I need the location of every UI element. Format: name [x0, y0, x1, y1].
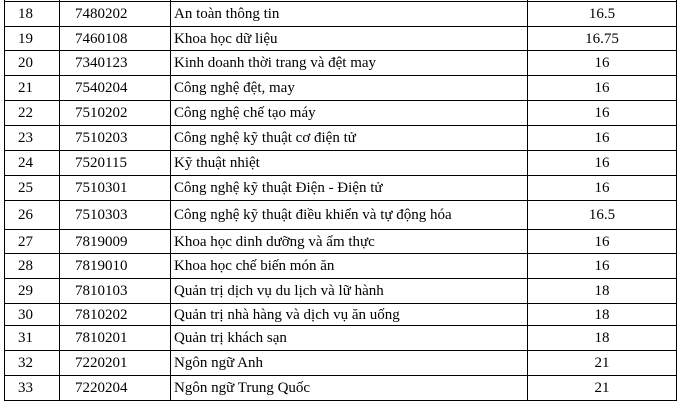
major-name-cell: Quản trị nhà hàng và dịch vụ ăn uống — [171, 304, 528, 326]
score-cell: 16 — [528, 176, 677, 201]
major-name-cell: Quản trị dịch vụ du lịch và lữ hành — [171, 279, 528, 304]
row-number-cell: 28 — [5, 254, 60, 279]
row-number-cell: 32 — [5, 351, 60, 376]
admission-scores-table — [4, 0, 677, 401]
table-row — [5, 126, 677, 151]
table-row — [5, 101, 677, 126]
table-row — [5, 376, 677, 401]
row-number-cell: 33 — [5, 376, 60, 401]
row-number-cell: 25 — [5, 176, 60, 201]
score-cell: 16 — [528, 126, 677, 151]
score-cell: 21 — [528, 351, 677, 376]
major-code-cell: 7510203 — [60, 126, 171, 151]
major-code-cell: 7510202 — [60, 101, 171, 126]
major-name-cell: Khoa học dữ liệu — [171, 27, 528, 51]
score-cell: 16 — [528, 51, 677, 76]
major-code-cell: 7810103 — [60, 279, 171, 304]
row-number-cell: 29 — [5, 279, 60, 304]
score-cell: 16.5 — [528, 201, 677, 230]
row-number-cell: 20 — [5, 51, 60, 76]
major-code-cell: 7819009 — [60, 230, 171, 254]
score-cell: 18 — [528, 304, 677, 326]
row-number-cell: 26 — [5, 201, 60, 230]
row-number-cell: 18 — [5, 2, 60, 27]
row-number-cell: 31 — [5, 326, 60, 351]
major-code-cell: 7220204 — [60, 376, 171, 401]
row-number-cell: 30 — [5, 304, 60, 326]
major-code-cell: 7540204 — [60, 76, 171, 101]
major-name-cell: Ngôn ngữ Anh — [171, 351, 528, 376]
major-name-cell: An toàn thông tin — [171, 2, 528, 27]
table-row — [5, 279, 677, 304]
score-cell: 18 — [528, 279, 677, 304]
score-cell: 16 — [528, 76, 677, 101]
table-row — [5, 2, 677, 27]
table-row — [5, 351, 677, 376]
table-row — [5, 51, 677, 76]
score-cell: 16 — [528, 254, 677, 279]
major-code-cell: 7220201 — [60, 351, 171, 376]
score-cell: 16.75 — [528, 27, 677, 51]
score-cell: 16.5 — [528, 2, 677, 27]
major-code-cell: 7510301 — [60, 176, 171, 201]
major-code-cell: 7340123 — [60, 51, 171, 76]
major-name-cell: Ngôn ngữ Trung Quốc — [171, 376, 528, 401]
table-row — [5, 201, 677, 230]
major-name-cell: Quản trị khách sạn — [171, 326, 528, 351]
table-row — [5, 304, 677, 326]
table-row — [5, 326, 677, 351]
major-name-cell: Công nghệ chế tạo máy — [171, 101, 528, 126]
major-name-cell: Kỹ thuật nhiệt — [171, 151, 528, 176]
score-cell: 21 — [528, 376, 677, 401]
major-code-cell: 7520115 — [60, 151, 171, 176]
major-code-cell: 7480202 — [60, 2, 171, 27]
row-number-cell: 19 — [5, 27, 60, 51]
major-code-cell: 7810202 — [60, 304, 171, 326]
score-cell: 18 — [528, 326, 677, 351]
row-number-cell: 22 — [5, 101, 60, 126]
table-row — [5, 254, 677, 279]
major-name-cell: Công nghệ kỹ thuật điều khiển và tự động hóa — [171, 201, 528, 230]
major-name-cell: Khoa học dinh dưỡng và ẩm thực — [171, 230, 528, 254]
score-cell: 16 — [528, 230, 677, 254]
major-code-cell: 7460108 — [60, 27, 171, 51]
score-cell: 16 — [528, 101, 677, 126]
row-number-cell: 27 — [5, 230, 60, 254]
table-row — [5, 230, 677, 254]
major-name-cell: Công nghệ kỹ thuật cơ điện tử — [171, 126, 528, 151]
major-name-cell: Công nghệ đệt, may — [171, 76, 528, 101]
row-number-cell: 21 — [5, 76, 60, 101]
major-code-cell: 7819010 — [60, 254, 171, 279]
table-row — [5, 27, 677, 51]
major-code-cell: 7510303 — [60, 201, 171, 230]
major-name-cell: Công nghệ kỹ thuật Điện - Điện tử — [171, 176, 528, 201]
table-row — [5, 151, 677, 176]
score-cell: 16 — [528, 151, 677, 176]
table-row — [5, 176, 677, 201]
major-code-cell: 7810201 — [60, 326, 171, 351]
table-row — [5, 76, 677, 101]
major-name-cell: Kinh doanh thời trang và đệt may — [171, 51, 528, 76]
major-name-cell: Khoa học chế biến món ăn — [171, 254, 528, 279]
row-number-cell: 23 — [5, 126, 60, 151]
row-number-cell: 24 — [5, 151, 60, 176]
